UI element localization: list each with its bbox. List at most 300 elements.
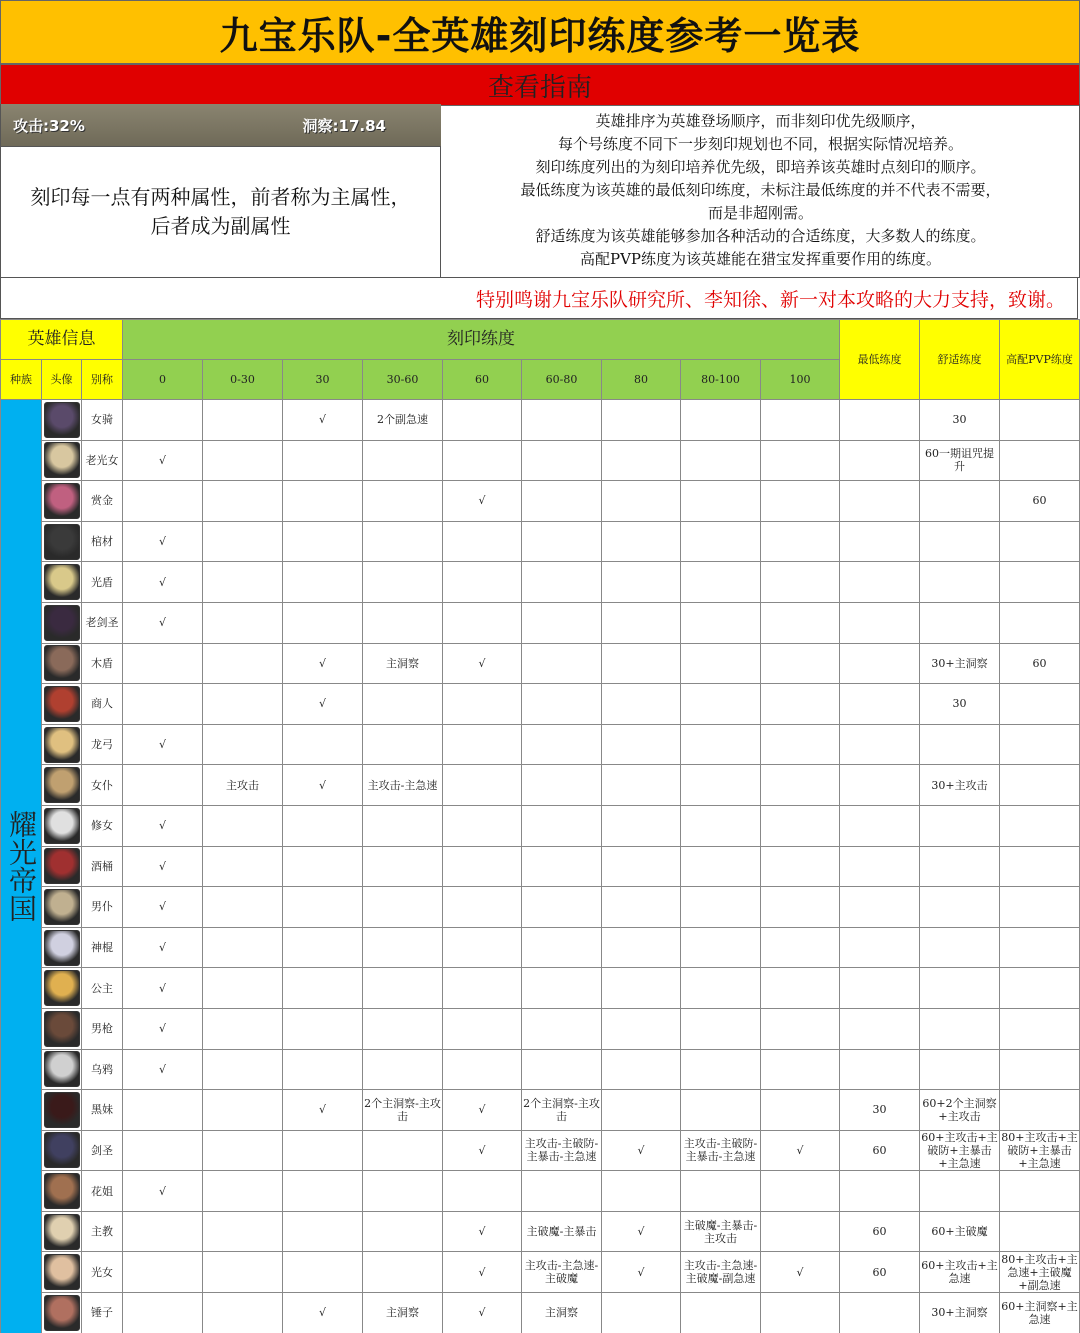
comfort-level-cell: 30+主洞察	[920, 643, 1000, 684]
hero-avatar	[44, 848, 80, 884]
engrave-cell: 主攻击-主破防-主暴击-主急速	[522, 1130, 602, 1171]
engrave-cell: 主攻击-主破防-主暴击-主急速	[681, 1130, 761, 1171]
avatar-cell	[42, 805, 82, 846]
attribute-note-line: 刻印每一点有两种属性，前者称为主属性，	[30, 185, 411, 209]
avatar-cell	[42, 1130, 82, 1171]
engrave-cell	[203, 724, 283, 765]
engrave-cell	[203, 481, 283, 522]
engrave-cell	[602, 968, 681, 1009]
alias-header: 别称	[82, 360, 123, 400]
min-level-cell: 60	[840, 1252, 920, 1293]
engrave-cell	[283, 1049, 363, 1090]
comfort-level-cell	[920, 724, 1000, 765]
pvp-level-cell: 80+主攻击+主破防+主暴击+主急速	[1001, 1130, 1078, 1170]
comfort-level-header: 舒适练度	[920, 320, 1000, 400]
comfort-level-cell	[920, 1008, 1000, 1049]
engrave-cell	[363, 805, 443, 846]
comfort-level-cell	[920, 481, 1000, 522]
engrave-cell	[522, 684, 602, 725]
min-level-cell: 30	[840, 1090, 920, 1131]
engrave-cell	[283, 805, 363, 846]
hero-avatar	[44, 1173, 80, 1209]
engrave-cell	[602, 1008, 681, 1049]
table-row	[1, 1293, 1080, 1333]
engrave-cell	[761, 684, 840, 725]
table-row	[1, 1252, 1080, 1293]
engrave-cell: √	[443, 1293, 522, 1333]
engrave-cell	[522, 1008, 602, 1049]
engrave-cell	[681, 1293, 761, 1333]
engrave-cell	[602, 1293, 681, 1333]
engrave-cell: √	[283, 1090, 363, 1131]
min-level-cell: 60	[840, 1130, 920, 1171]
engrave-cell	[123, 481, 203, 522]
level-header: 30	[283, 360, 363, 400]
engrave-cell	[123, 1211, 203, 1252]
engrave-cell	[363, 724, 443, 765]
engrave-cell	[761, 602, 840, 643]
min-level-cell	[840, 643, 920, 684]
engrave-cell	[203, 1171, 283, 1212]
engrave-cell	[283, 1252, 363, 1293]
engrave-cell	[681, 1049, 761, 1090]
min-level-cell	[840, 805, 920, 846]
engrave-cell	[443, 1171, 522, 1212]
hero-avatar	[44, 1051, 80, 1087]
engrave-cell	[761, 927, 840, 968]
engrave-cell	[363, 562, 443, 603]
guide-note-line: 刻印练度列出的为刻印培养优先级，即培养该英雄时点刻印的顺序。	[535, 158, 986, 176]
faction-header: 种族	[1, 360, 42, 400]
engrave-cell	[602, 927, 681, 968]
hero-alias: 锤子	[82, 1293, 123, 1333]
avatar-cell	[42, 643, 82, 684]
min-level-cell	[840, 968, 920, 1009]
hero-avatar	[44, 645, 80, 681]
comfort-level-cell	[920, 562, 1000, 603]
guide-note-line: 每个号练度不同下一步刻印规划也不同，根据实际情况培养。	[557, 135, 963, 153]
engrave-cell	[443, 887, 522, 928]
level-header: 60-80	[522, 360, 602, 400]
engrave-cell: √	[123, 846, 203, 887]
engrave-cell	[443, 562, 522, 603]
pvp-level-cell: 60+主洞察+主急速	[1000, 1293, 1080, 1333]
engrave-cell	[443, 968, 522, 1009]
avatar-cell	[42, 1008, 82, 1049]
table-row	[1, 1049, 1080, 1090]
engrave-cell	[203, 400, 283, 441]
engrave-cell	[283, 724, 363, 765]
hero-avatar	[44, 808, 80, 844]
engrave-cell: √	[123, 927, 203, 968]
engrave-cell	[363, 481, 443, 522]
min-level-cell	[840, 887, 920, 928]
engrave-cell	[363, 968, 443, 1009]
engrave-cell	[283, 602, 363, 643]
comfort-level-cell	[920, 805, 1000, 846]
engrave-cell	[363, 440, 443, 481]
pvp-level-cell	[1000, 1049, 1080, 1090]
comfort-level-cell	[920, 521, 1000, 562]
pvp-level-cell	[1000, 724, 1080, 765]
pvp-level-cell	[1000, 846, 1080, 887]
avatar-cell	[42, 1252, 82, 1293]
min-level-cell	[840, 1171, 920, 1212]
engrave-cell: 主攻击-主急速-主破魔-副急速	[681, 1252, 761, 1293]
hero-avatar	[44, 1214, 80, 1250]
engrave-cell	[522, 521, 602, 562]
engrave-cell: 主破魔-主暴击-主攻击	[681, 1211, 761, 1252]
avatar-cell	[42, 684, 82, 725]
min-level-cell	[840, 562, 920, 603]
engrave-cell	[203, 1211, 283, 1252]
min-level-header: 最低练度	[840, 320, 920, 400]
level-header: 60	[443, 360, 522, 400]
engrave-cell	[681, 481, 761, 522]
engrave-cell	[363, 887, 443, 928]
engrave-cell	[203, 643, 283, 684]
engrave-cell	[363, 1211, 443, 1252]
engrave-cell	[522, 440, 602, 481]
pvp-level-cell	[1000, 765, 1080, 806]
table-row	[1, 927, 1080, 968]
insight-stat: 洞察:17.84	[302, 116, 386, 135]
engrave-cell	[203, 562, 283, 603]
engrave-cell	[443, 846, 522, 887]
engrave-cell	[363, 846, 443, 887]
engrave-cell	[602, 643, 681, 684]
engrave-cell	[681, 887, 761, 928]
engrave-cell: √	[283, 643, 363, 684]
engrave-cell	[681, 1008, 761, 1049]
pvp-level-header: 高配PVP练度	[1000, 320, 1080, 400]
comfort-level-cell: 60+主攻击+主急速	[920, 1252, 1000, 1293]
engrave-cell: 主攻击-主急速	[363, 765, 443, 806]
engrave-level-header: 刻印练度	[123, 320, 840, 360]
min-level-cell	[840, 1049, 920, 1090]
level-header: 0	[123, 360, 203, 400]
engrave-cell	[602, 724, 681, 765]
engrave-cell: √	[123, 887, 203, 928]
hero-alias: 公主	[82, 968, 123, 1009]
comfort-level-cell: 30	[920, 684, 1000, 725]
pvp-level-cell	[1000, 1211, 1080, 1252]
hero-alias: 男仆	[82, 887, 123, 928]
avatar-header: 头像	[42, 360, 82, 400]
engrave-cell	[681, 521, 761, 562]
engrave-cell	[522, 481, 602, 522]
engrave-cell	[522, 968, 602, 1009]
engrave-cell	[761, 887, 840, 928]
pvp-level-cell	[1000, 1171, 1080, 1212]
pvp-level-cell	[1000, 400, 1080, 441]
table-row	[1, 1171, 1080, 1212]
engrave-cell	[602, 846, 681, 887]
engrave-cell	[443, 521, 522, 562]
engrave-cell	[522, 1049, 602, 1090]
engrave-cell	[283, 1008, 363, 1049]
comfort-level-cell: 30+主洞察	[920, 1293, 1000, 1333]
hero-avatar	[44, 727, 80, 763]
min-level-cell	[840, 724, 920, 765]
engrave-cell	[283, 887, 363, 928]
engrave-cell	[283, 927, 363, 968]
engrave-cell: 主洞察	[363, 643, 443, 684]
engrave-cell	[203, 1293, 283, 1333]
engrave-cell	[123, 684, 203, 725]
comfort-level-cell	[920, 968, 1000, 1009]
min-level-cell	[840, 440, 920, 481]
avatar-cell	[42, 1090, 82, 1131]
engrave-cell	[681, 846, 761, 887]
engrave-cell	[681, 724, 761, 765]
table-row	[1, 846, 1080, 887]
min-level-cell	[840, 521, 920, 562]
engrave-cell: √	[761, 1252, 840, 1293]
engrave-cell	[681, 684, 761, 725]
engrave-cell	[761, 846, 840, 887]
table-row	[1, 765, 1080, 806]
table-row	[1, 602, 1080, 643]
engrave-cell	[761, 1293, 840, 1333]
table-row	[1, 724, 1080, 765]
engrave-cell	[761, 724, 840, 765]
engrave-cell	[522, 765, 602, 806]
hero-avatar	[44, 970, 80, 1006]
comfort-level-cell: 60+2个主洞察+主攻击	[920, 1090, 1000, 1131]
hero-avatar	[44, 767, 80, 803]
engrave-cell: 2个主洞察-主攻击	[522, 1090, 602, 1131]
guide-notes	[442, 104, 1079, 277]
info-box	[0, 104, 1080, 278]
engrave-cell: √	[443, 1211, 522, 1252]
comfort-level-cell: 30	[920, 400, 1000, 441]
engrave-cell	[522, 927, 602, 968]
engrave-cell	[123, 400, 203, 441]
engrave-cell: √	[123, 1008, 203, 1049]
table-row	[1, 562, 1080, 603]
guide-note-line: 最低练度为该英雄的最低刻印练度，未标注最低练度的并不代表不需要，	[520, 181, 1001, 199]
engrave-cell	[761, 1171, 840, 1212]
view-guide-button[interactable]: 查看指南	[0, 64, 1080, 106]
comfort-level-cell	[920, 1049, 1000, 1090]
engrave-cell	[443, 602, 522, 643]
engrave-cell	[443, 684, 522, 725]
avatar-cell	[42, 400, 82, 441]
min-level-cell: 60	[840, 1211, 920, 1252]
engrave-cell	[681, 1090, 761, 1131]
engrave-cell	[443, 1049, 522, 1090]
table-row	[1, 1090, 1080, 1131]
engrave-cell	[602, 562, 681, 603]
table-row	[1, 805, 1080, 846]
engrave-cell: √	[283, 400, 363, 441]
engrave-cell: √	[123, 521, 203, 562]
engrave-cell	[522, 602, 602, 643]
pvp-level-cell: 60	[1000, 643, 1080, 684]
engrave-cell: √	[443, 481, 522, 522]
hero-alias: 女骑	[82, 400, 123, 441]
hero-alias: 光女	[82, 1252, 123, 1293]
engrave-cell	[681, 1171, 761, 1212]
engrave-cell: √	[123, 440, 203, 481]
avatar-cell	[42, 887, 82, 928]
table-row	[1, 521, 1080, 562]
engrave-cell	[283, 1130, 363, 1171]
engrave-cell	[681, 400, 761, 441]
avatar-cell	[42, 440, 82, 481]
comfort-level-cell	[920, 602, 1000, 643]
engrave-cell	[123, 1090, 203, 1131]
hero-avatar	[44, 1132, 80, 1168]
min-level-cell	[840, 684, 920, 725]
faction-cell	[1, 400, 42, 1333]
hero-alias: 神棍	[82, 927, 123, 968]
hero-alias: 酒桶	[82, 846, 123, 887]
hero-alias: 赏金	[82, 481, 123, 522]
engrave-cell	[761, 1049, 840, 1090]
engrave-cell: 主洞察	[522, 1293, 602, 1333]
engrave-table	[0, 319, 1080, 1333]
hero-avatar	[44, 1011, 80, 1047]
hero-avatar	[44, 930, 80, 966]
engrave-cell	[363, 684, 443, 725]
pvp-level-cell	[1000, 968, 1080, 1009]
min-level-cell	[840, 400, 920, 441]
hero-alias: 修女	[82, 805, 123, 846]
engrave-cell	[363, 1049, 443, 1090]
engrave-cell	[522, 562, 602, 603]
engrave-cell	[363, 1252, 443, 1293]
hero-alias: 商人	[82, 684, 123, 725]
engrave-cell: √	[602, 1130, 681, 1171]
engrave-cell	[203, 846, 283, 887]
engrave-cell	[443, 440, 522, 481]
hero-avatar	[44, 686, 80, 722]
engrave-cell	[283, 440, 363, 481]
hero-info-header: 英雄信息	[1, 320, 123, 360]
engrave-cell	[123, 765, 203, 806]
engrave-cell	[602, 481, 681, 522]
engrave-cell: √	[283, 684, 363, 725]
engrave-cell: √	[123, 562, 203, 603]
engrave-cell: √	[443, 1252, 522, 1293]
engrave-cell	[123, 1293, 203, 1333]
hero-avatar	[44, 524, 80, 560]
table-row	[1, 643, 1080, 684]
hero-alias: 剑圣	[82, 1130, 123, 1171]
engrave-cell	[363, 1171, 443, 1212]
engrave-cell: √	[761, 1130, 840, 1171]
pvp-level-cell	[1000, 1008, 1080, 1049]
faction-name: 耀光帝国	[5, 810, 38, 923]
engrave-cell	[602, 1049, 681, 1090]
thanks-note: 特别鸣谢九宝乐队研究所、李知徐、新一对本攻略的大力支持，致谢。	[0, 278, 1078, 319]
level-header: 0-30	[203, 360, 283, 400]
guide-note-line: 而是非超刚需。	[707, 204, 813, 222]
engrave-cell: 主攻击	[203, 765, 283, 806]
engrave-cell	[522, 846, 602, 887]
engrave-cell: √	[123, 724, 203, 765]
engrave-cell	[681, 602, 761, 643]
attribute-note-line: 后者成为副属性	[150, 214, 291, 238]
engrave-cell	[363, 602, 443, 643]
engrave-cell	[681, 805, 761, 846]
hero-alias: 黑妹	[82, 1090, 123, 1131]
engrave-cell	[602, 765, 681, 806]
engrave-cell: 主洞察	[363, 1293, 443, 1333]
comfort-level-cell: 60一期诅咒提升	[920, 440, 1000, 481]
table-row	[1, 684, 1080, 725]
hero-alias: 光盾	[82, 562, 123, 603]
pvp-level-cell: 60	[1000, 481, 1080, 522]
engrave-cell	[363, 521, 443, 562]
min-level-cell	[840, 481, 920, 522]
avatar-cell	[42, 602, 82, 643]
avatar-cell	[42, 846, 82, 887]
table-row	[1, 481, 1080, 522]
engrave-cell	[443, 805, 522, 846]
hero-avatar	[44, 442, 80, 478]
engrave-cell: √	[602, 1211, 681, 1252]
min-level-cell	[840, 1008, 920, 1049]
table-row	[1, 968, 1080, 1009]
engrave-cell	[203, 684, 283, 725]
comfort-level-cell	[920, 887, 1000, 928]
engrave-cell	[363, 1130, 443, 1171]
avatar-cell	[42, 1293, 82, 1333]
hero-avatar	[44, 402, 80, 438]
engrave-cell	[761, 400, 840, 441]
hero-alias: 乌鸦	[82, 1049, 123, 1090]
hero-avatar	[44, 605, 80, 641]
table-row	[1, 1008, 1080, 1049]
pvp-level-cell	[1000, 887, 1080, 928]
engrave-cell	[761, 805, 840, 846]
hero-avatar	[44, 564, 80, 600]
hero-avatar	[44, 1092, 80, 1128]
engrave-cell	[761, 562, 840, 603]
min-level-cell	[840, 927, 920, 968]
engrave-cell	[681, 440, 761, 481]
engrave-cell: √	[443, 1130, 522, 1171]
engrave-cell	[602, 521, 681, 562]
engrave-cell	[203, 887, 283, 928]
engrave-cell	[363, 1008, 443, 1049]
engrave-cell: √	[283, 1293, 363, 1333]
guide-note-line: 英雄排序为英雄登场顺序，而非刻印优先级顺序，	[595, 112, 926, 130]
engrave-cell	[443, 1008, 522, 1049]
min-level-cell	[840, 1293, 920, 1333]
engrave-cell	[761, 765, 840, 806]
hero-alias: 棺材	[82, 521, 123, 562]
level-header: 30-60	[363, 360, 443, 400]
engrave-cell	[602, 684, 681, 725]
avatar-cell	[42, 1171, 82, 1212]
avatar-cell	[42, 1211, 82, 1252]
pvp-level-cell	[1000, 521, 1080, 562]
engrave-cell	[123, 1252, 203, 1293]
guide-note-line: 舒适练度为该英雄能够参加各种活动的合适练度，大多数人的练度。	[535, 227, 986, 245]
avatar-cell	[42, 927, 82, 968]
comfort-level-cell	[920, 927, 1000, 968]
level-header: 80-100	[681, 360, 761, 400]
engrave-cell: √	[602, 1252, 681, 1293]
page-title: 九宝乐队-全英雄刻印练度参考一览表	[0, 0, 1080, 64]
engrave-cell	[522, 400, 602, 441]
engrave-cell	[203, 1252, 283, 1293]
comfort-level-cell	[920, 1171, 1000, 1212]
